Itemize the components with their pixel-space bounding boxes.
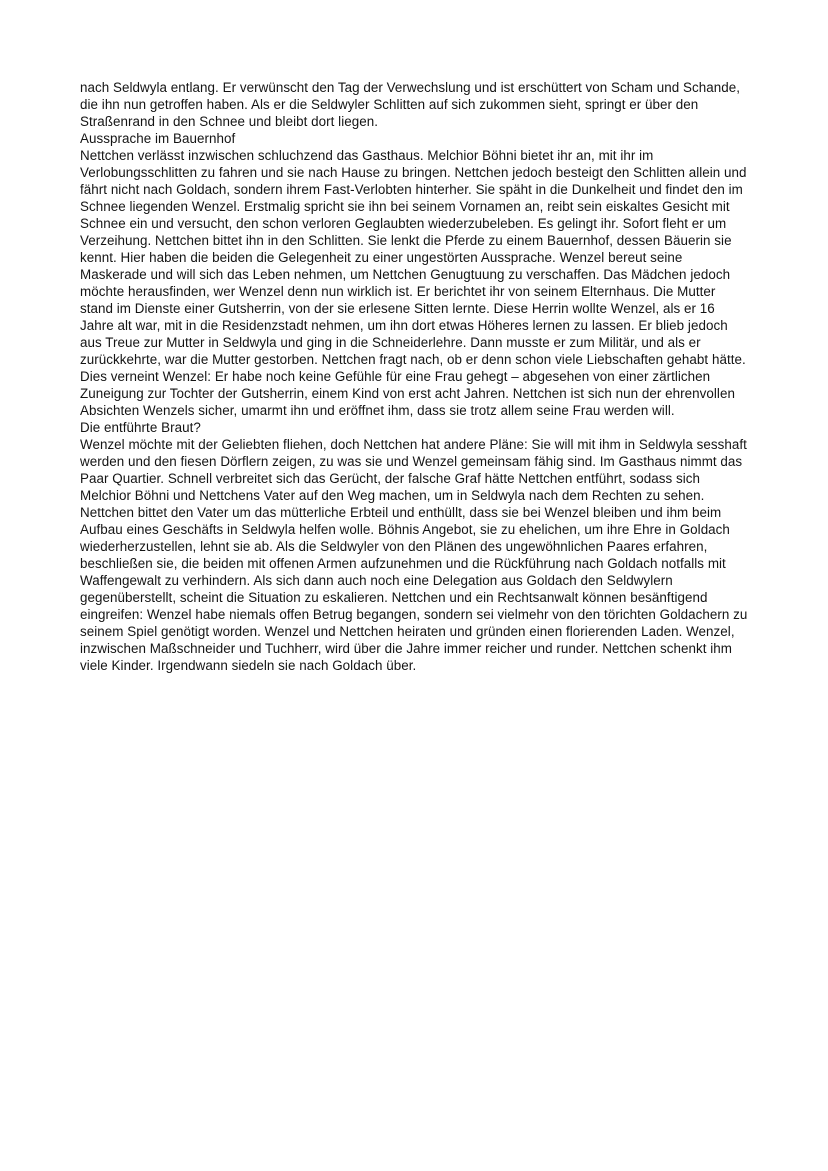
section-heading-braut: Die entführte Braut? xyxy=(80,420,201,435)
paragraph-continuation: nach Seldwyla entlang. Er verwünscht den Tag der Verwechslung und ist erschüttert von Scham und Schande, die ihn nun getroffen haben. Als er die Seldwyler Schlitten auf sich zukommen sieht, springt er über den Straßenrand in den Schnee und bleibt dort liegen. xyxy=(80,80,740,129)
paragraph-aussprache: Nettchen verlässt inzwischen schluchzend das Gasthaus. Melchior Böhni bietet ihr an, mit ihr im Verlobungsschlitten zu fahren und sie nach Hause zu bringen. Nettchen jedoch besteigt den Schlitten allein und fährt nicht nach Goldach, sondern ihrem Fast-Verlobten hinterher. Sie späht in die Dunkelheit und findet den im Schnee liegenden Wenzel. Erstmalig spricht sie ihn bei seinem Vornamen an, reibt sein eiskaltes Gesicht mit Schnee ein und versucht, den schon verloren Geglaubten wiederzubeleben. Es gelingt ihr. Sofort fleht er um Verzeihung. Nettchen bittet ihn in den Schlitten. Sie lenkt die Pferde zu einem Bauernhof, dessen Bäuerin sie kennt. Hier haben die beiden die Gelegenheit zu einer ungestörten Aussprache. Wenzel bereut seine Maskerade und will sich das Leben nehmen, um Nettchen Genugtuung zu verschaffen. Das Mädchen jedoch möchte herausfinden, wer Wenzel denn nun wirklich ist. Er berichtet ihr von seinem Elternhaus. Die Mutter stand im Dienste einer Gutsherrin, von der sie erlesene Sitten lernte. Diese Herrin wollte Wenzel, als er 16 Jahre alt war, mit in die Residenzstadt nehmen, um ihn dort etwas Höheres lernen zu lassen. Er blieb jedoch aus Treue zur Mutter in Seldwyla und ging in die Schneiderlehre. Dann musste er zum Militär, und als er zurückkehrte, war die Mutter gestorben. Nettchen fragt nach, ob er denn schon viele Liebschaften gehabt hätte. Dies verneint Wenzel: Er habe noch keine Gefühle für eine Frau gehegt – abgesehen von einer zärtlichen Zuneigung zur Tochter der Gutsherrin, einem Kind von erst acht Jahren. Nettchen ist sich nun der ehrenvollen Absichten Wenzels sicher, umarmt ihn und eröffnet ihm, dass sie trotz allem seine Frau werden will. xyxy=(80,148,747,418)
document-content xyxy=(80,79,750,674)
paragraph-braut: Wenzel möchte mit der Geliebten fliehen, doch Nettchen hat andere Pläne: Sie will mit ihm in Seldwyla sesshaft werden und den fiesen Dörflern zeigen, zu was sie und Wenzel gemeinsam fähig sind. Im Gasthaus nimmt das Paar Quartier. Schnell verbreitet sich das Gerücht, der falsche Graf hätte Nettchen entführt, sodass sich Melchior Böhni und Nettchens Vater auf den Weg machen, um in Seldwyla nach dem Rechten zu sehen. Nettchen bittet den Vater um das mütterliche Erbteil und enthüllt, dass sie bei Wenzel bleiben und ihm beim Aufbau eines Geschäfts in Seldwyla helfen wolle. Böhnis Angebot, sie zu ehelichen, um ihre Ehre in Goldach wiederherzustellen, lehnt sie ab. Als die Seldwyler von den Plänen des ungewöhnlichen Paares erfahren, beschließen sie, die beiden mit offenen Armen aufzunehmen und die Rückführung nach Goldach notfalls mit Waffengewalt zu verhindern. Als sich dann auch noch eine Delegation aus Goldach den Seldwylern gegenüberstellt, scheint die Situation zu eskalieren. Nettchen und ein Rechtsanwalt können besänftigend eingreifen: Wenzel habe niemals offen Betrug begangen, sondern sei vielmehr von den törichten Goldachern zu seinem Spiel genötigt worden. Wenzel und Nettchen heiraten und gründen einen florierenden Laden. Wenzel, inzwischen Maßschneider und Tuchherr, wird über die Jahre immer reicher und runder. Nettchen schenkt ihm viele Kinder. Irgendwann siedeln sie nach Goldach über. xyxy=(80,437,748,673)
section-heading-aussprache: Aussprache im Bauernhof xyxy=(80,131,236,146)
